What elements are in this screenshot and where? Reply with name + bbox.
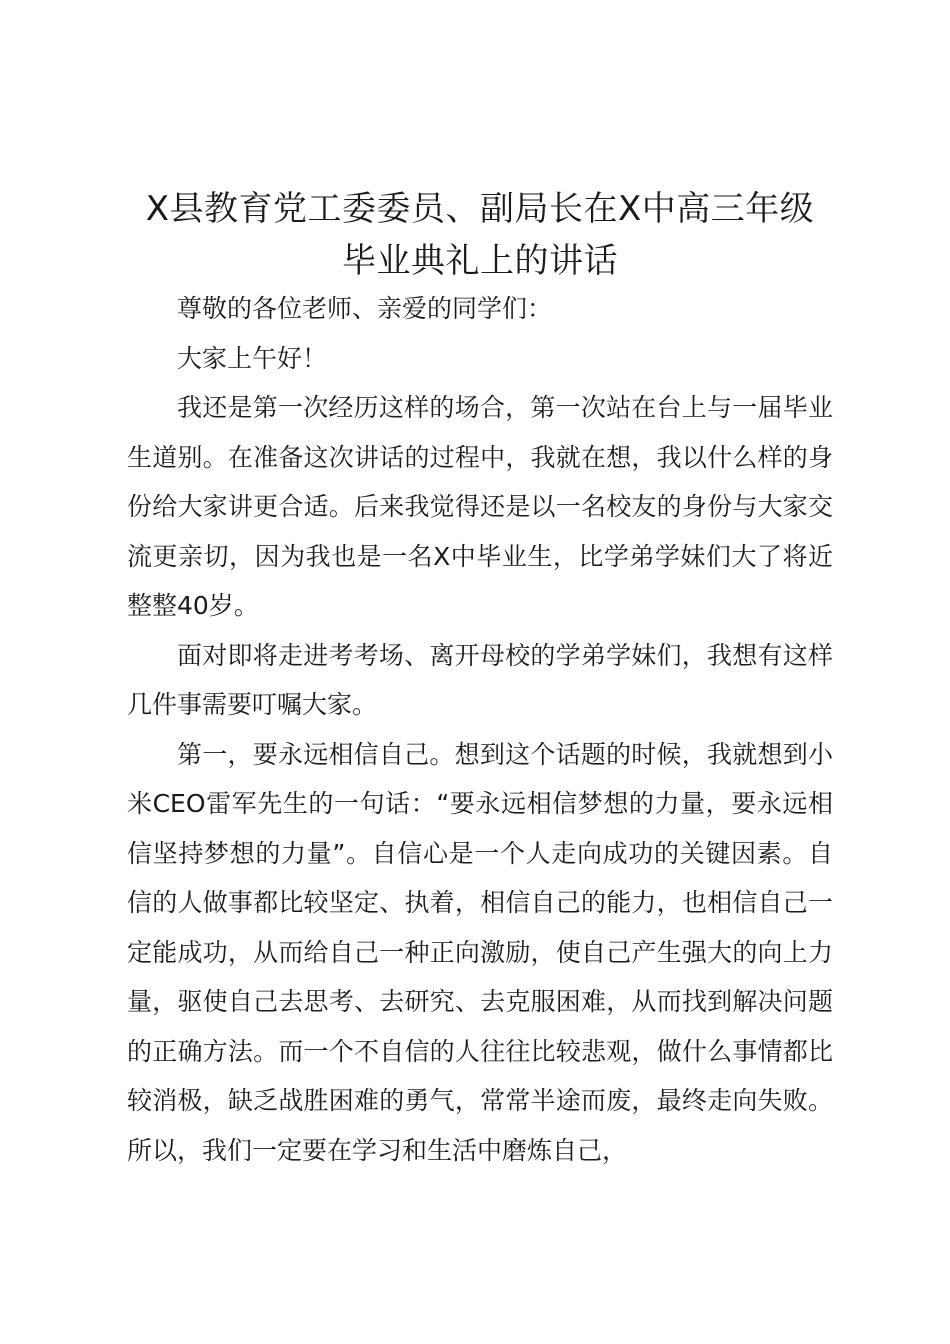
greeting-paragraph: 大家上午好！ — [177, 343, 328, 373]
title-line-1: X县教育党工委委员、副局长在X中高三年级 — [145, 189, 815, 229]
body-paragraph: 第一，要永远相信自己。想到这个话题的时候，我就想到小米CEO雷军先生的一句话：“要永远相信梦想的力量，要永远相信坚持梦想的力量”。自信心是一个人走向成功的关键因素。自信的人做事都比较坚定、执着，相信自己的能力，也相信自己一定能成功，从而给自己一种正向激励，使自己产生强大的向上力量，驱使自己去思考、去研究、去克服困难，从而找到解决问题的正确方法。而一个不自信的人往往比较悲观，做什么事情都比较消极，缺乏战胜困难的勇气，常常半途而废，最终走向失败。所以，我们一定要在学习和生活中磨炼自己， — [127, 739, 833, 1165]
document-page — [127, 183, 833, 1175]
salutation-paragraph: 尊敬的各位老师、亲爱的同学们： — [177, 294, 553, 323]
document-title — [127, 183, 833, 287]
title-line-2: 毕业典礼上的讲话 — [342, 241, 618, 281]
body-paragraph: 我还是第一次经历这样的场合，第一次站在台上与一届毕业生道别。在准备这次讲话的过程中，我就在想，我以什么样的身份给大家讲更合适。后来我觉得还是以一名校友的身份与大家交流更亲切，因为我也是一名X中毕业生，比学弟学妹们大了将近整整40岁。 — [127, 393, 833, 620]
body-paragraph: 面对即将走进考考场、离开母校的学弟学妹们，我想有这样几件事需要叮嘱大家。 — [127, 640, 833, 719]
